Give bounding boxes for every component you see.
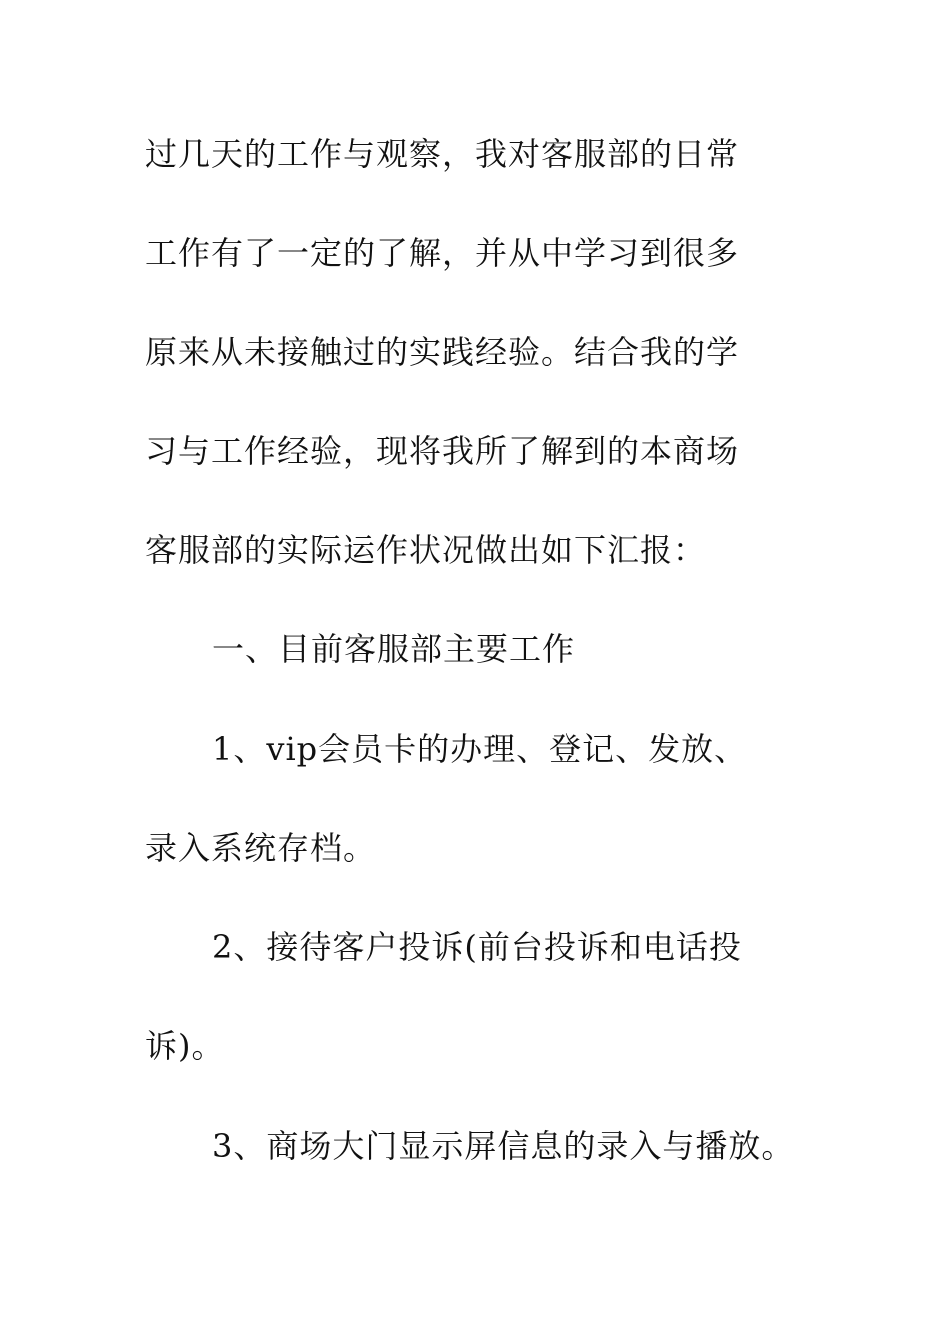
paragraph-line: 习与工作经验，现将我所了解到的本商场	[145, 432, 740, 470]
paragraph-line: 客服部的实际运作状况做出如下汇报：	[145, 531, 707, 569]
paragraph-line: 原来从未接触过的实践经验。结合我的学	[145, 333, 740, 371]
list-item-2-continuation: 诉)。	[145, 1027, 225, 1065]
paragraph-line: 过几天的工作与观察，我对客服部的日常	[145, 135, 740, 173]
list-item-3: 3、商场大门显示屏信息的录入与播放。	[212, 1127, 795, 1165]
list-item-2: 2、接待客户投诉(前台投诉和电话投	[212, 928, 742, 966]
list-item-1-continuation: 录入系统存档。	[145, 829, 377, 867]
list-item-1: 1、vip会员卡的办理、登记、发放、	[212, 730, 748, 768]
section-heading: 一、目前客服部主要工作	[212, 630, 576, 668]
paragraph-line: 工作有了一定的了解，并从中学习到很多	[145, 234, 740, 272]
